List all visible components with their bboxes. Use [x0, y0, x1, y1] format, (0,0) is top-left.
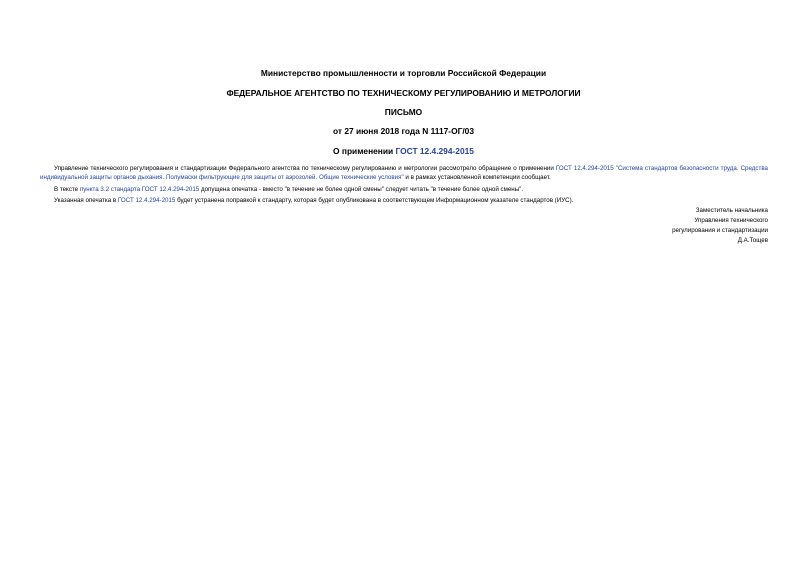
letter-body — [40, 164, 768, 206]
signature-line-2: Управления технического — [694, 217, 768, 224]
paragraph-2-text-a: В тексте — [54, 185, 80, 193]
gost-title-link[interactable]: ГОСТ 12.4.294-2015 "Система стандартов безопасности труда. Средства индивидуальной защиты органов дыхания. Полумаски фильтрующие для защиты от аэрозолей. Общие технические условия" — [40, 165, 769, 182]
subject-prefix: О применении — [333, 146, 396, 156]
paragraph-2 — [40, 185, 768, 194]
signature-line-3: регулирования и стандартизации — [672, 227, 768, 234]
paragraph-2-text-b: допущена опечатка - вместо "в течение не более одной смены" следует читать "в течение более одной смены". — [199, 185, 524, 193]
gost-link[interactable]: ГОСТ 12.4.294-2015 — [117, 197, 176, 205]
paragraph-3-text-a: Указанная опечатка в — [54, 197, 118, 205]
signatory-name: Д.А.Тощев — [737, 237, 768, 244]
paragraph-3-text-b: будет устранена поправкой к стандарту, которая будет опубликована в соответствующем Информационном указателе стандартов (ИУС). — [175, 197, 574, 205]
subject-gost-link[interactable]: ГОСТ 12.4.294-2015 — [395, 146, 474, 156]
clause-3-2-link[interactable]: пункта 3.2 стандарта ГОСТ 12.4.294-2015 — [79, 185, 200, 193]
document-date-number: от 27 июня 2018 года N 1117-ОГ/03 — [333, 126, 474, 136]
signature-line-1: Заместитель начальника — [695, 207, 768, 214]
document-type: ПИСЬМО — [384, 107, 423, 117]
paragraph-1-text-b: и в рамках установленной компетенции сообщает. — [403, 174, 551, 182]
agency-name: ФЕДЕРАЛЬНОЕ АГЕНТСТВО ПО ТЕХНИЧЕСКОМУ РЕГУЛИРОВАНИЮ И МЕТРОЛОГИИ — [226, 88, 581, 98]
signature-block — [672, 206, 768, 246]
document-subject — [0, 146, 807, 156]
ministry-name: Министерство промышленности и торговли Российской Федерации — [260, 68, 547, 78]
paragraph-3 — [40, 196, 768, 205]
paragraph-1 — [40, 164, 768, 183]
paragraph-1-text-a: Управление технического регулирования и стандартизации Федерального агентства по техническому регулированию и метрологии рассмотрело обращение о применении — [54, 165, 556, 172]
